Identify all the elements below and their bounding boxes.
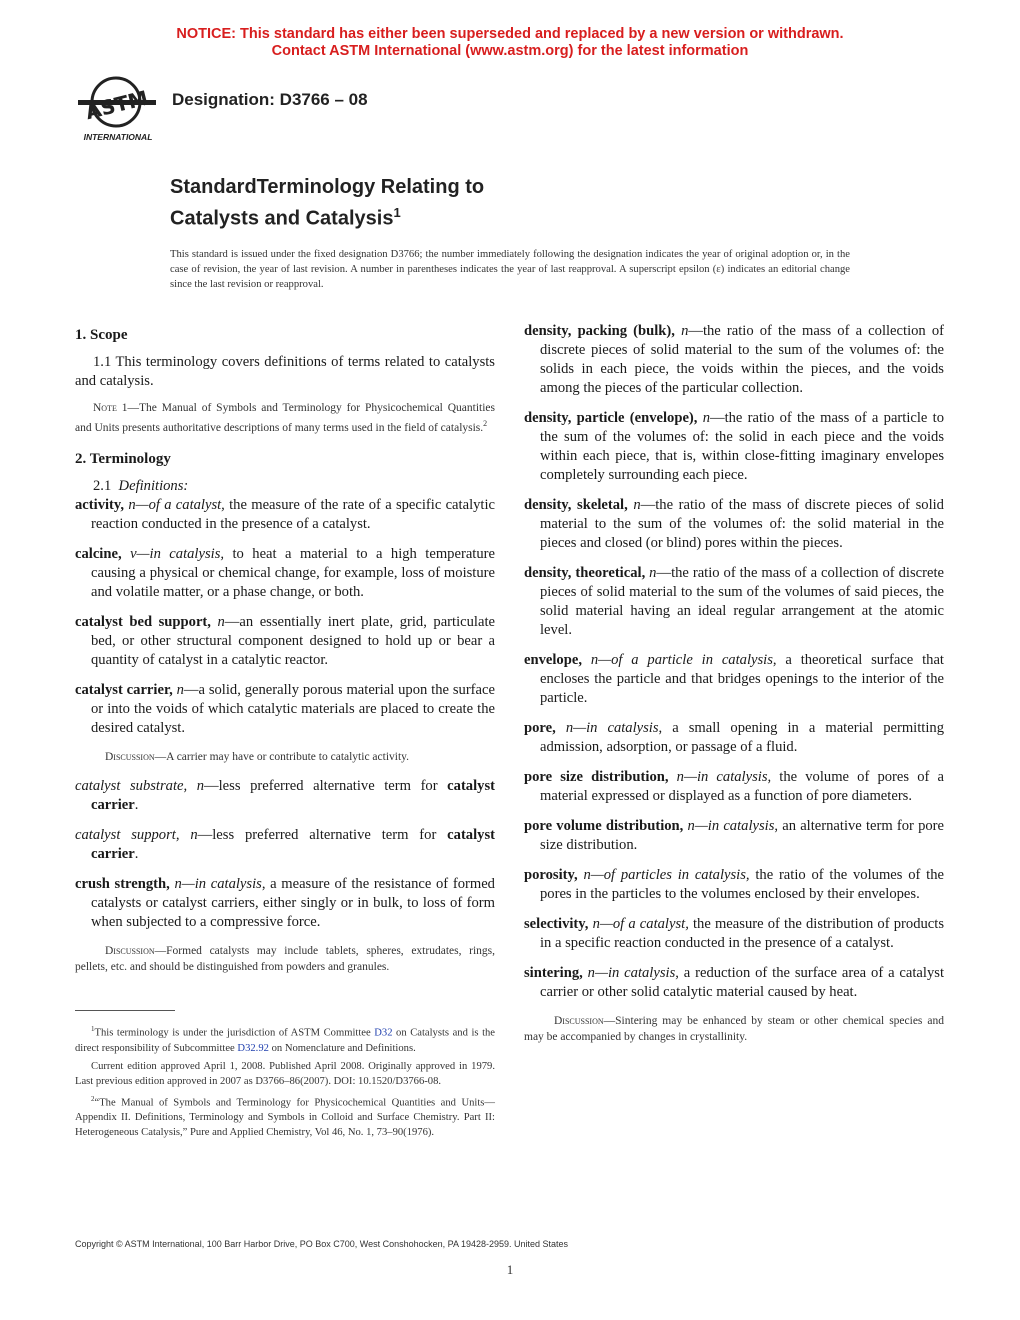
definition-sintering: sintering, n—in catalysis, a reduction of the surface area of a catalyst carrier or other solid catalytic material caused by heat. bbox=[524, 965, 944, 1000]
definition-activity: activity, n—of a catalyst, the measure of the rate of a specific catalytic reaction conducted in the presence of a catalyst. bbox=[75, 496, 496, 532]
logo-subtext: INTERNATIONAL bbox=[83, 132, 153, 142]
logo-brand: ASTM bbox=[83, 85, 151, 125]
definition-catalyst-carrier: catalyst carrier, n—a solid, generally porous material upon the surface or into the voids of which catalytic materials are placed to create the desired catalyst. bbox=[75, 681, 495, 736]
committee-d32-link[interactable]: D32 bbox=[374, 1027, 393, 1039]
scope-note: Note 1—The Manual of Symbols and Terminology for Physicochemical Quantities and Units presents authoritative descriptions of many terms used in the field of catalysis.$^2$ bbox=[75, 402, 496, 434]
scope-heading: 1. Scope bbox=[75, 327, 128, 343]
footnote-1: $^1$This terminology is under the jurisdiction of ASTM Committee D32 on Catalysts and is the direct responsibility of Subcommittee D32.92 on Nomenclature and Definitions. bbox=[75, 1025, 496, 1054]
definition-pore-size-distribution: pore size distribution, n—in catalysis, the volume of pores of a material expressed or displayed as a function of pore diameters. bbox=[524, 769, 944, 804]
discussion-catalyst-carrier: Discussion—A carrier may have or contribute to catalytic activity. bbox=[105, 750, 410, 763]
copyright-line: Copyright © ASTM International, 100 Barr Harbor Drive, PO Box C700, West Conshohocken, PA 19428-2959. United States bbox=[75, 1239, 569, 1249]
definition-selectivity: selectivity, n—of a catalyst, the measure of the distribution of products in a specific reaction conducted in the presence of a catalyst. bbox=[524, 916, 944, 951]
astm-logo bbox=[72, 72, 164, 144]
issued-statement: This standard is issued under the fixed designation D3766; the number immediately following the designation indicates the year of original adoption or, in the case of revision, the year of last revision. A number in parentheses indicates the year of last reapproval. A superscript epsilon (ε) indicates an editorial change since the last revision or reapproval. bbox=[170, 249, 850, 290]
definition-pore: pore, n—in catalysis, a small opening in a material permitting admission, adsorption, or passage of a fluid. bbox=[524, 720, 944, 755]
title-footnote-ref[interactable]: 1 bbox=[393, 205, 401, 220]
definition-density-skeletal: density, skeletal, n—the ratio of the mass of discrete pieces of solid material to the sum of the volumes of: the solid material in the pieces and closed (or blind) pores within the pieces. bbox=[524, 497, 944, 551]
withdrawal-notice bbox=[0, 26, 1020, 60]
definition-crush-strength: crush strength, n—in catalysis, a measure of the resistance of formed catalysts or catalyst carriers, either singly or in bulk, to loss of form when subjected to a compressive force. bbox=[75, 875, 495, 930]
footnotes bbox=[75, 1022, 495, 1143]
title-line-2: Catalysts and Catalysis$^1$ bbox=[170, 205, 401, 230]
definition-porosity: porosity, n—of particles in catalysis, the ratio of the volumes of the pores in the particles to the volumes enclosed by their envelopes. bbox=[524, 867, 944, 902]
document-title bbox=[170, 174, 484, 232]
notice-line-2: Contact ASTM International (www.astm.org) for the latest information bbox=[271, 43, 749, 59]
title-line-1: StandardTerminology Relating to bbox=[170, 176, 485, 198]
definition-pore-volume-distribution: pore volume distribution, n—in catalysis, an alternative term for pore size distribution. bbox=[524, 818, 944, 853]
left-column bbox=[75, 322, 495, 987]
discussion-sintering: Discussion—Sintering may be enhanced by steam or other chemical species and may be accompanied by changes in crystallinity. bbox=[524, 1015, 944, 1043]
definition-catalyst-support: catalyst support, n—less preferred alternative term for catalyst carrier. bbox=[75, 826, 495, 862]
definition-density-packing: density, packing (bulk), n—the ratio of the mass of a collection of discrete pieces of solid material to the sum of the volumes of: the solids in each piece, the voids within the pieces, and the voids among the pieces of the particular collection. bbox=[524, 323, 944, 396]
astm-logo-icon bbox=[72, 72, 164, 144]
definition-envelope: envelope, n—of a particle in catalysis, a theoretical surface that encloses the particle and that bridges openings to the interior of the particle. bbox=[524, 652, 944, 706]
definition-calcine: calcine, v—in catalysis, to heat a material to a high temperature causing a physical or chemical change, for example, loss of moisture and volatile matter, or a phase change, or both. bbox=[75, 545, 495, 600]
definition-density-theoretical: density, theoretical, n—the ratio of the mass of a collection of discrete pieces of solid material to the sum of the volumes of said pieces, the solid material having an ideal regular arrangement at the atomic level. bbox=[524, 565, 944, 638]
right-column bbox=[524, 322, 944, 1057]
definition-catalyst-substrate: catalyst substrate, n—less preferred alternative term for catalyst carrier. bbox=[75, 777, 495, 813]
definitions-subheading: 2.1 Definitions: bbox=[93, 477, 189, 494]
footnote-1-edition: Current edition approved April 1, 2008. Published April 2008. Originally approved in 1979. Last previous edition approved in 2007 as D3766–86(2007). DOI: 10.1520/D3766-08. bbox=[75, 1060, 495, 1087]
definition-density-particle: density, particle (envelope), n—the ratio of the mass of a particle to the sum of the volumes of: the solid in each piece and the voids within each piece, that is, within close-fitting imaginary envelopes completely surrounding each piece. bbox=[524, 410, 944, 483]
definition-catalyst-bed-support: catalyst bed support, n—an essentially inert plate, grid, particulate bed, or other structural component designed to hold up or bear a quantity of catalyst in a catalytic reactor. bbox=[75, 613, 495, 668]
terminology-heading: 2. Terminology bbox=[75, 450, 171, 467]
footnote-divider bbox=[75, 1010, 175, 1011]
designation: Designation: D3766 – 08 bbox=[172, 90, 368, 109]
discussion-crush-strength: Discussion—Formed catalysts may include tablets, spheres, extrudates, rings, pellets, etc. and should be distinguished from powders and granules. bbox=[75, 944, 495, 973]
note-footnote-ref[interactable]: 2 bbox=[483, 419, 488, 428]
scope-paragraph: 1.1 This terminology covers definitions of terms related to catalysts and catalysis. bbox=[75, 354, 495, 389]
page-number: 1 bbox=[506, 1262, 514, 1277]
notice-line-1: NOTICE: This standard has either been superseded and replaced by a new version or withdrawn. bbox=[176, 26, 844, 42]
footnote-2: $^2$“The Manual of Symbols and Terminology for Physicochemical Quantities and Units—Appendix II. Definitions, Terminology and Symbols in Colloid and Surface Chemistry. Part II: Heterogeneous Catalysis,” Pure and Applied Chemistry, Vol 46, No. 1, 73–90(1976). bbox=[75, 1094, 495, 1139]
subcommittee-d32-92-link[interactable]: D32.92 bbox=[237, 1042, 269, 1054]
